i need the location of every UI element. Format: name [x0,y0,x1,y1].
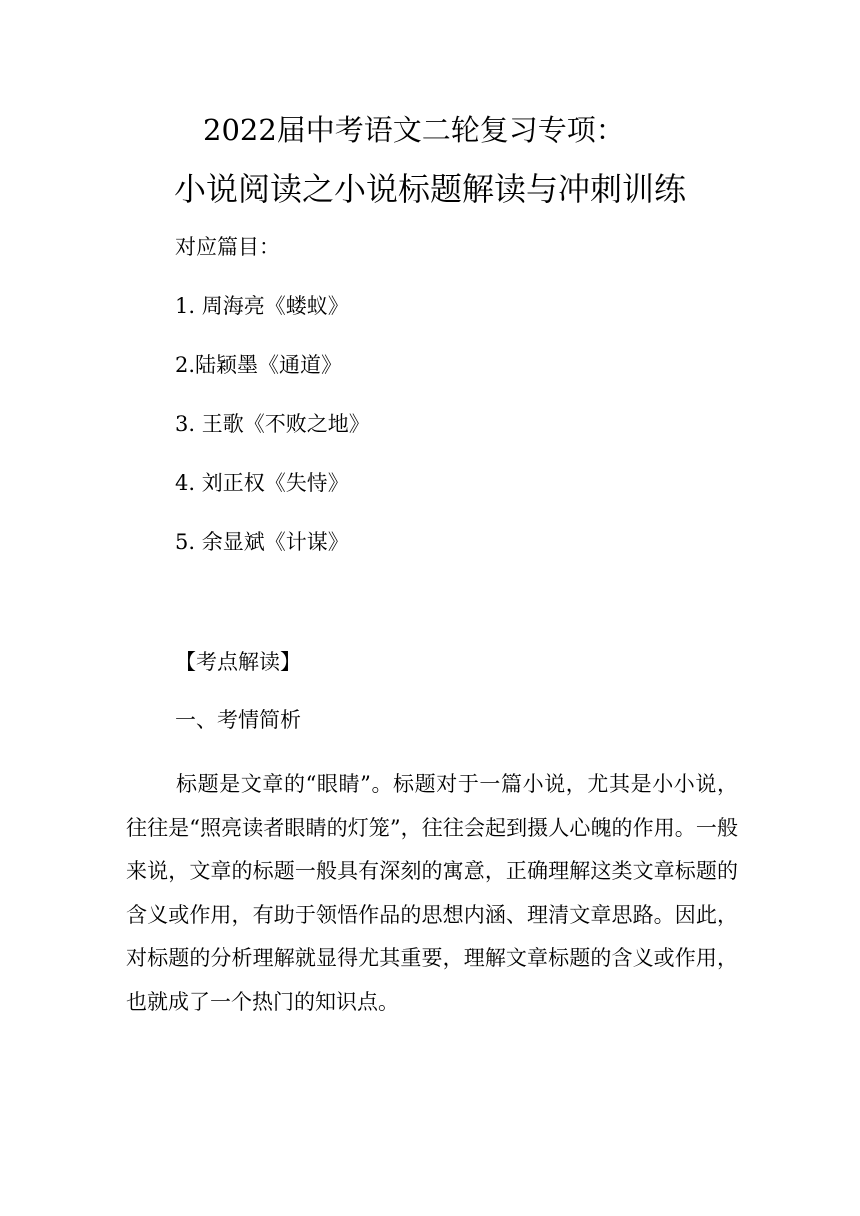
title-line-1: 2022届中考语文二轮复习专项： [203,113,625,147]
article-item-2: 2.陆颖墨《通道》 [175,353,343,377]
article-item-4: 4. 刘正权《失恃》 [175,471,349,495]
article-item-1: 1. 周海亮《蝼蚁》 [175,294,349,318]
subsection-heading: 一、考情简析 [175,708,301,732]
section-heading: 【考点解读】 [175,650,301,674]
articles-heading: 对应篇目： [175,235,280,259]
title-line-2: 小说阅读之小说标题解读与冲刺训练 [174,170,687,208]
body-paragraph: 标题是文章的“眼睛”。标题对于一篇小说，尤其是小小说，往往是“照亮读者眼睛的灯笼”，往往会起到摄人心魄的作用。一般来说，文章的标题一般具有深刻的寓意，正确理解这类文章标题的含义或作用，有助于领悟作品的思想内涵、理清文章思路。因此，对标题的分析理解就显得尤其重要，理解文章标题的含义或作用，也就成了一个热门的知识点。 [126,772,738,1014]
article-item-3: 3. 王歌《不败之地》 [175,412,370,436]
article-item-5: 5. 余显斌《计谋》 [175,530,349,554]
